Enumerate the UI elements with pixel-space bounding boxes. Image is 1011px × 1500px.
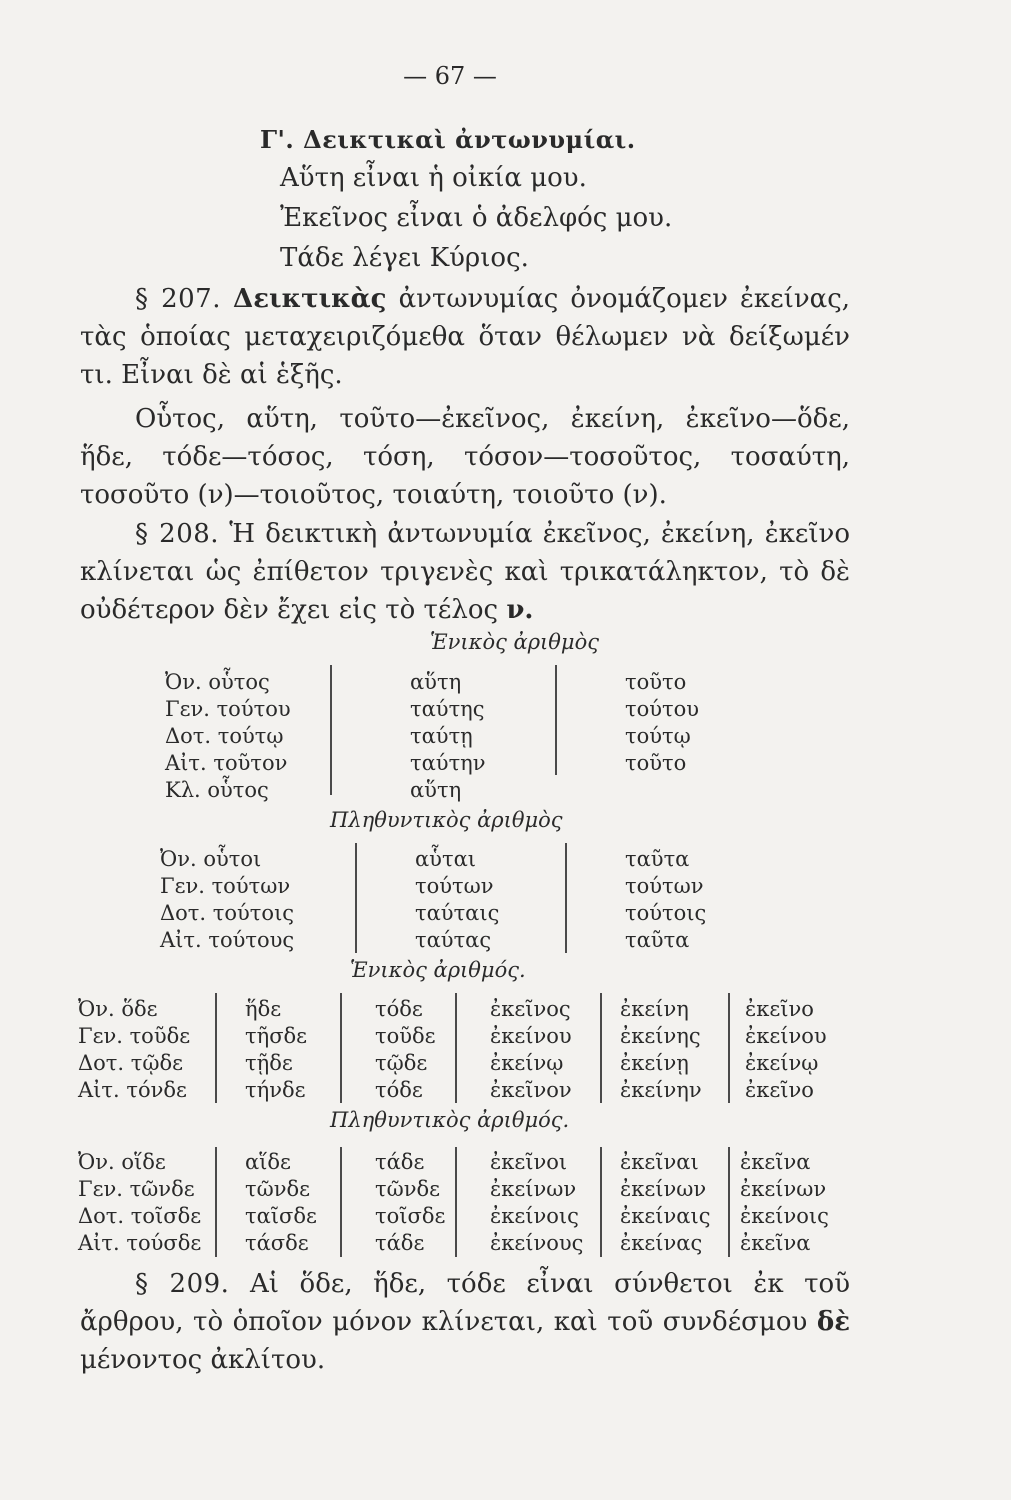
table-cell: τήνδε [245, 1078, 306, 1102]
table-cell: Δοτ. τούτοις [160, 901, 295, 925]
table-cell: ἐκείνων [490, 1177, 577, 1201]
table-cell: ἐκείνην [620, 1078, 702, 1102]
table-cell: ἐκεῖνο [745, 997, 814, 1021]
column-divider [215, 993, 217, 1103]
table-cell: Ὀν. ὅδε [78, 997, 158, 1021]
section-number: § 208. [135, 519, 220, 549]
table-cell: Γεν. τούτων [160, 874, 291, 898]
table-cell: τούτοις [625, 901, 707, 925]
paragraph-text: Ἡ δεικτικὴ ἀντωνυμία ἐκεῖνος, ἐκείνη, ἐκεῖνο κλίνεται ὡς ἐπίθετον τριγενὲς καὶ τρικατάληκτον, τὸ δὲ οὐδέτερον δὲν ἔχει εἰς τὸ τέλος [80, 519, 851, 625]
example-line: Αὕτη εἶναι ἡ οἰκία μου. [280, 163, 587, 193]
bold-term: Δεικτικὰς [233, 284, 387, 314]
table-cell: τῇδε [245, 1051, 293, 1075]
table-cell: ταύτης [410, 697, 485, 721]
paragraph-text: Αἱ ὅδε, ἥδε, τόδε εἶναι σύνθετοι ἐκ τοῦ ἄρθρου, τὸ ὁποῖον μόνον κλίνεται, καὶ τοῦ συνδέσμου [80, 1269, 851, 1337]
table-cell: τούτου [625, 697, 700, 721]
table-cell: αὗται [415, 847, 476, 871]
table-cell: Ὀν. οὗτοι [160, 847, 262, 871]
table1-plural-caption: Πληθυντικὸς ἀριθμὸς [330, 808, 563, 832]
table-cell: ἐκείνων [740, 1177, 827, 1201]
table-cell: ἐκείνους [490, 1231, 584, 1255]
table1-singular-caption: Ἑνικὸς ἀριθμὸς [430, 630, 599, 654]
table2-singular-caption: Ἑνικὸς ἀριθμός. [350, 958, 526, 982]
table-cell: τάσδε [245, 1231, 309, 1255]
table-cell: ἐκεῖνον [490, 1078, 572, 1102]
table-cell: ἐκείνου [745, 1024, 827, 1048]
paragraph-text: μένοντος ἀκλίτου. [80, 1345, 326, 1375]
table-cell: Δοτ. τοῖσδε [78, 1204, 202, 1228]
column-divider [600, 1147, 602, 1257]
table-cell: ταύτην [410, 751, 486, 775]
table-cell: τόδε [375, 1078, 423, 1102]
table-cell: Γεν. τοῦδε [78, 1024, 191, 1048]
table-cell: ἐκείνῳ [490, 1051, 564, 1075]
column-divider [355, 843, 357, 953]
table-cell: ἐκεῖνα [740, 1150, 811, 1174]
table-cell: τῷδε [375, 1051, 428, 1075]
table-cell: ἐκείνη [620, 997, 689, 1021]
column-divider [565, 843, 567, 953]
table-cell: Γεν. τῶνδε [78, 1177, 195, 1201]
column-divider [455, 1147, 457, 1257]
table-cell: ταῦτα [625, 928, 690, 952]
table-cell: τούτων [415, 874, 494, 898]
table-cell: τούτων [625, 874, 704, 898]
table-cell: αἵδε [245, 1150, 291, 1174]
paragraph-text: ἀντωνυμίας ὀνομάζομεν ἐκείνας, τὰς ὁποίας μεταχειριζόμεθα ὅταν θέλωμεν νὰ δείξωμέν τι. Εἶναι δὲ αἱ ἑξῆς. [80, 284, 851, 390]
table-cell: ἐκεῖνα [740, 1231, 811, 1255]
table-cell: αὕτη [410, 670, 462, 694]
table-cell: ἐκείνῳ [745, 1051, 819, 1075]
table-cell: ἐκείνοις [490, 1204, 579, 1228]
table-cell: ταῖσδε [245, 1204, 317, 1228]
table-cell: τῆσδε [245, 1024, 308, 1048]
column-divider [728, 993, 730, 1103]
table-cell: ἐκείναις [620, 1204, 711, 1228]
column-divider [340, 993, 342, 1103]
section-number: § 209. [135, 1269, 230, 1299]
column-divider [330, 665, 332, 795]
table-cell: ταύτας [415, 928, 492, 952]
column-divider [455, 993, 457, 1103]
section-heading: Γ'. Δεικτικαὶ ἀντωνυμίαι. [260, 125, 636, 154]
table-cell: ἐκείνας [620, 1231, 703, 1255]
column-divider [600, 993, 602, 1103]
table-cell: ταύταις [415, 901, 500, 925]
bold-term: ν. [506, 595, 534, 625]
table-cell: ἐκείνων [620, 1177, 707, 1201]
paragraph-208 [80, 515, 850, 629]
table-cell: ἐκείνῃ [620, 1051, 689, 1075]
paragraph-209 [80, 1265, 850, 1379]
table-cell: Κλ. οὗτος [165, 778, 269, 802]
table-cell: τόδε [375, 997, 423, 1021]
table-cell: ἐκείνοις [740, 1204, 829, 1228]
table-cell: ἐκείνης [620, 1024, 701, 1048]
table-cell: Ὀν. οὗτος [165, 670, 270, 694]
pronoun-list [80, 400, 850, 514]
table-cell: τοῖσδε [375, 1204, 446, 1228]
table-cell: Αἰτ. τούσδε [78, 1231, 202, 1255]
table-cell: Γεν. τούτου [165, 697, 291, 721]
column-divider [728, 1147, 730, 1257]
table-cell: τούτῳ [625, 724, 691, 748]
example-line: Ἐκεῖνος εἶναι ὁ ἀδελφός μου. [280, 203, 673, 233]
column-divider [215, 1147, 217, 1257]
table-cell: Δοτ. τῷδε [78, 1051, 184, 1075]
table2-plural-caption: Πληθυντικὸς ἀριθμός. [330, 1108, 570, 1132]
pronoun-list-text: Οὗτος, αὕτη, τοῦτο—ἐκεῖνος, ἐκείνη, ἐκεῖνο—ὅδε, ἥδε, τόδε—τόσος, τόση, τόσον—τοσοῦτος, τοσαύτη, τοσοῦτο (ν)—τοιοῦτος, τοιαύτη, τοιοῦτο (ν). [80, 404, 850, 510]
table-cell: τοῦτο [625, 670, 687, 694]
table-cell: τοῦδε [375, 1024, 436, 1048]
table-cell: Δοτ. τούτῳ [165, 724, 284, 748]
table-cell: ταύτῃ [410, 724, 473, 748]
table-cell: Αἰτ. τοῦτον [165, 751, 288, 775]
column-divider [340, 1147, 342, 1257]
table-cell: ἥδε [245, 997, 282, 1021]
table-cell: αὕτη [410, 778, 462, 802]
bold-term: δὲ [816, 1307, 851, 1337]
example-line: Τάδε λέγει Κύριος. [280, 243, 529, 273]
table-cell: ἐκεῖνος [490, 997, 571, 1021]
column-divider [555, 665, 557, 775]
table-cell: Ὀν. οἵδε [78, 1150, 166, 1174]
page-number: — 67 — [403, 62, 497, 90]
table-cell: τῶνδε [245, 1177, 311, 1201]
table-cell: τοῦτο [625, 751, 687, 775]
table-cell: τάδε [375, 1150, 425, 1174]
table-cell: ταῦτα [625, 847, 690, 871]
table-cell: ἐκεῖνοι [490, 1150, 568, 1174]
table-cell: ἐκεῖνο [745, 1078, 814, 1102]
paragraph-207 [80, 280, 850, 394]
table-cell: τάδε [375, 1231, 425, 1255]
table-cell: ἐκεῖναι [620, 1150, 699, 1174]
table-cell: ἐκείνου [490, 1024, 572, 1048]
section-number: § 207. [135, 284, 221, 314]
table-cell: Αἰτ. τόνδε [78, 1078, 187, 1102]
table-cell: Αἰτ. τούτους [160, 928, 295, 952]
table-cell: τῶνδε [375, 1177, 441, 1201]
